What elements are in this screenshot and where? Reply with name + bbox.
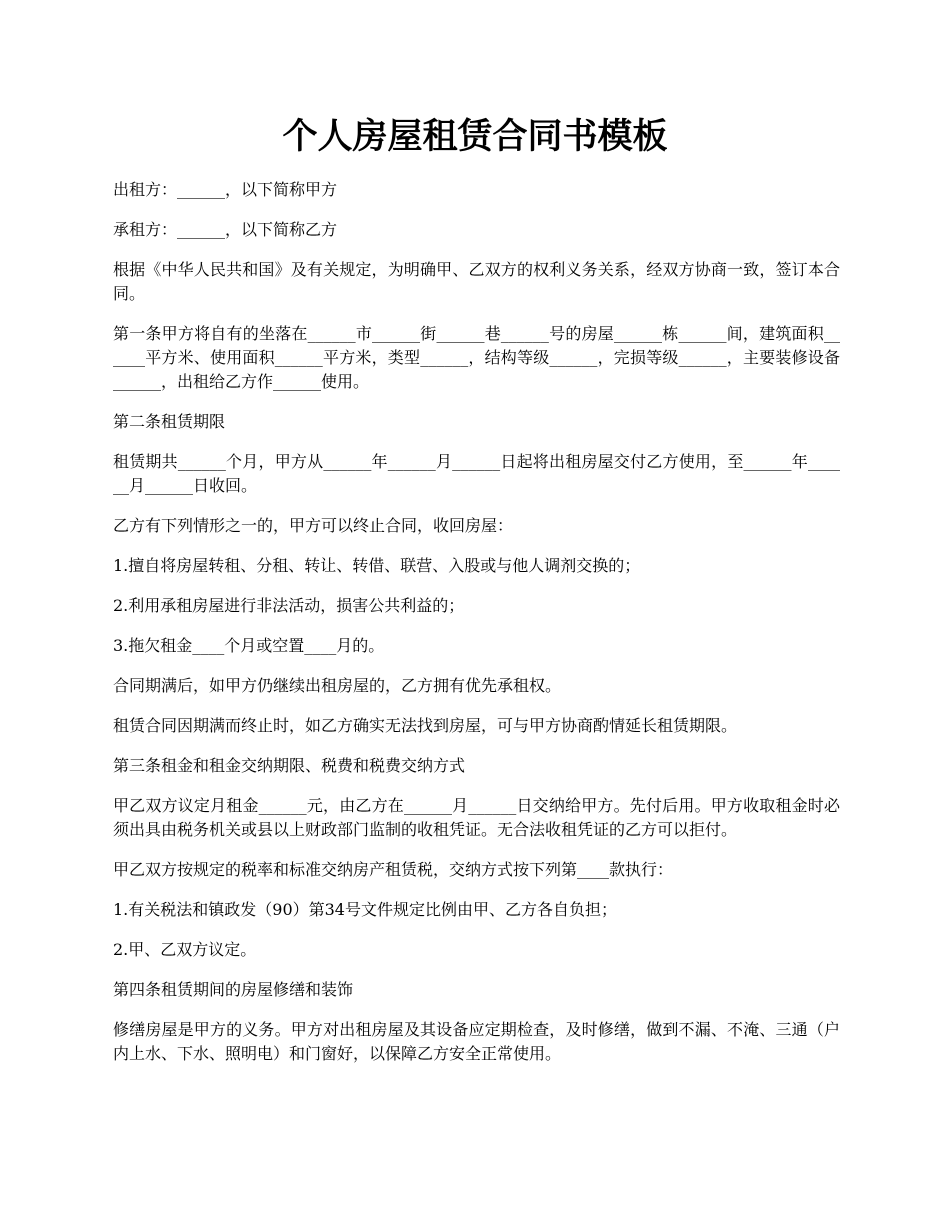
list-item-termination-1: 1.擅自将房屋转租、分租、转让、转借、联营、入股或与他人调剂交换的； xyxy=(113,556,641,575)
list-item-termination-3: 3.拖欠租金____个月或空置____月的。 xyxy=(113,636,385,655)
paragraph-lessor: 出租方：______，以下简称甲方 xyxy=(113,180,338,199)
heading-article-3: 第三条租金和租金交纳期限、税费和税费交纳方式 xyxy=(113,756,466,775)
list-item-tax-1: 1.有关税法和镇政发（90）第34号文件规定比例由甲、乙方各自负担； xyxy=(113,900,617,919)
paragraph-lease-term: 租赁期共______个月，甲方从______年______月______日起将出租房屋交付乙方使用，至______年______月______日收回。 xyxy=(113,452,840,495)
paragraph-article-1: 第一条甲方将自有的坐落在______市______街______巷______号的房屋______栋______间，建筑面积______平方米、使用面积______平方米，类型______，结构等级______，完损等级______，主要装修设备______，出租给乙方作______使用。 xyxy=(113,324,840,391)
paragraph-extension: 租赁合同因期满而终止时，如乙方确实无法找到房屋，可与甲方协商酌情延长租赁期限。 xyxy=(113,716,738,735)
paragraph-rent: 甲乙双方议定月租金______元，由乙方在______月______日交纳给甲方。先付后用。甲方收取租金时必须出具由税务机关或县以上财政部门监制的收租凭证。无合法收租凭证的乙方可以拒付。 xyxy=(113,796,840,839)
paragraph-tax: 甲乙双方按规定的税率和标准交纳房产租赁税，交纳方式按下列第____款执行： xyxy=(113,860,674,879)
document-title: 个人房屋租赁合同书模板 xyxy=(282,116,668,157)
paragraph-termination-intro: 乙方有下列情形之一的，甲方可以终止合同，收回房屋： xyxy=(113,516,514,535)
list-item-termination-2: 2.利用承租房屋进行非法活动，损害公共利益的； xyxy=(113,596,465,615)
paragraph-preamble: 根据《中华人民共和国》及有关规定，为明确甲、乙双方的权利义务关系，经双方协商一致，签订本合同。 xyxy=(113,260,840,303)
paragraph-lessee: 承租方：______，以下简称乙方 xyxy=(113,220,338,239)
document-body xyxy=(113,178,840,1082)
heading-article-2: 第二条租赁期限 xyxy=(113,412,226,431)
paragraph-repairs: 修缮房屋是甲方的义务。甲方对出租房屋及其设备应定期检查，及时修缮，做到不漏、不淹、三通（户内上水、下水、照明电）和门窗好，以保障乙方安全正常使用。 xyxy=(113,1020,840,1063)
heading-article-4: 第四条租赁期间的房屋修缮和装饰 xyxy=(113,980,354,999)
list-item-tax-2: 2.甲、乙双方议定。 xyxy=(113,940,257,959)
paragraph-renewal-priority: 合同期满后，如甲方仍继续出租房屋的，乙方拥有优先承租权。 xyxy=(113,676,562,695)
